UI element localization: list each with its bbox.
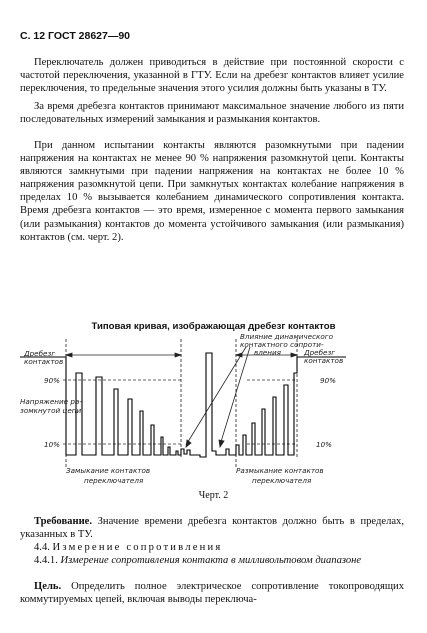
bounce-left-label-2: контактов bbox=[24, 357, 64, 366]
section-4-4-1-heading bbox=[20, 554, 404, 567]
section-4-4-1-title: Измерение сопротивления контакта в милливольтовом диапазоне bbox=[60, 555, 362, 566]
bounce-left-label-1: Дребезг bbox=[24, 349, 56, 358]
requirement-label: Требование. bbox=[34, 516, 93, 527]
page-header: С. 12 ГОСТ 28627—90 bbox=[20, 30, 131, 42]
level-10-right-label: 10% bbox=[316, 440, 332, 449]
voltage-label-2: зомкнутой цепи bbox=[20, 406, 82, 415]
section-4-4-number: 4.4. bbox=[34, 542, 50, 553]
requirement-paragraph bbox=[20, 515, 404, 541]
section-4-4-title: Измерение сопротивления bbox=[52, 542, 223, 553]
influence-label-3: вления bbox=[254, 348, 281, 357]
purpose-paragraph bbox=[20, 580, 404, 606]
level-90-right-label: 90% bbox=[320, 376, 336, 385]
level-90-left-label: 90% bbox=[44, 376, 60, 385]
closing-label-2: переключателя bbox=[84, 476, 144, 485]
bounce-right-label-2: контактов bbox=[304, 356, 344, 365]
figure-number: Черт. 2 bbox=[198, 490, 229, 501]
closing-label-1: Замыкание контактов bbox=[66, 466, 151, 475]
section-4-4-1-number: 4.4.1. bbox=[34, 555, 58, 566]
influence-label-2: контактного сопроти- bbox=[240, 340, 324, 349]
influence-arrows bbox=[186, 347, 250, 447]
requirement-text: Значение времени дребезга контактов должно быть в пределах, указанных в ТУ. bbox=[20, 516, 404, 541]
influence-label-1: Влияние динамического bbox=[240, 333, 333, 341]
voltage-label-1: Напряжение ра- bbox=[20, 397, 82, 406]
opening-label-1: Размыкание контактов bbox=[236, 466, 324, 475]
bounce-right-label-1: Дребезг bbox=[304, 348, 336, 357]
bounce-diagram bbox=[0, 333, 427, 493]
paragraph-2: За время дребезга контактов принимают максимальное значение любого из пяти последовательных измерений замыкания и размыкания контактов. bbox=[20, 101, 404, 126]
section-4-4-heading bbox=[20, 541, 404, 554]
paragraph-3: При данном испытании контакты являются разомкнутыми при падении напряжения на контактах не менее 90 % напряжения разомкнутой цепи. Контакты являются замкнутыми при падении напряжения на контактах не более 10 % напряжения разомкнутой цепи. При замкнутых контактах колебание напряжения в пределах 10 % вызывается колебанием динамического сопротивления контакта. Время дребезга контактов — это время, измеренное с момента первого замыкания (или размыкания) контактов до момента устойчивого замыкания (или размыкания) контактов (см. черт. 2). bbox=[20, 140, 404, 243]
purpose-label: Цель. bbox=[34, 581, 62, 592]
paragraph-1: Переключатель должен приводиться в действие при постоянной скорости с частотой переключения, указанной в ГТУ. Если на дребезг контактов влияет усилие переключения, то предельные значения этого усилия должны быть указаны в ТУ. bbox=[20, 57, 404, 95]
purpose-text: Определить полное электрическое сопротивление токопроводящих коммутируемых цепей, включая выводы переключа- bbox=[20, 581, 404, 606]
level-10-left-label: 10% bbox=[44, 440, 60, 449]
figure-caption: Типовая кривая, изображающая дребезг контактов bbox=[91, 321, 336, 332]
level-lines bbox=[63, 380, 296, 444]
opening-label-2: переключателя bbox=[252, 476, 312, 485]
